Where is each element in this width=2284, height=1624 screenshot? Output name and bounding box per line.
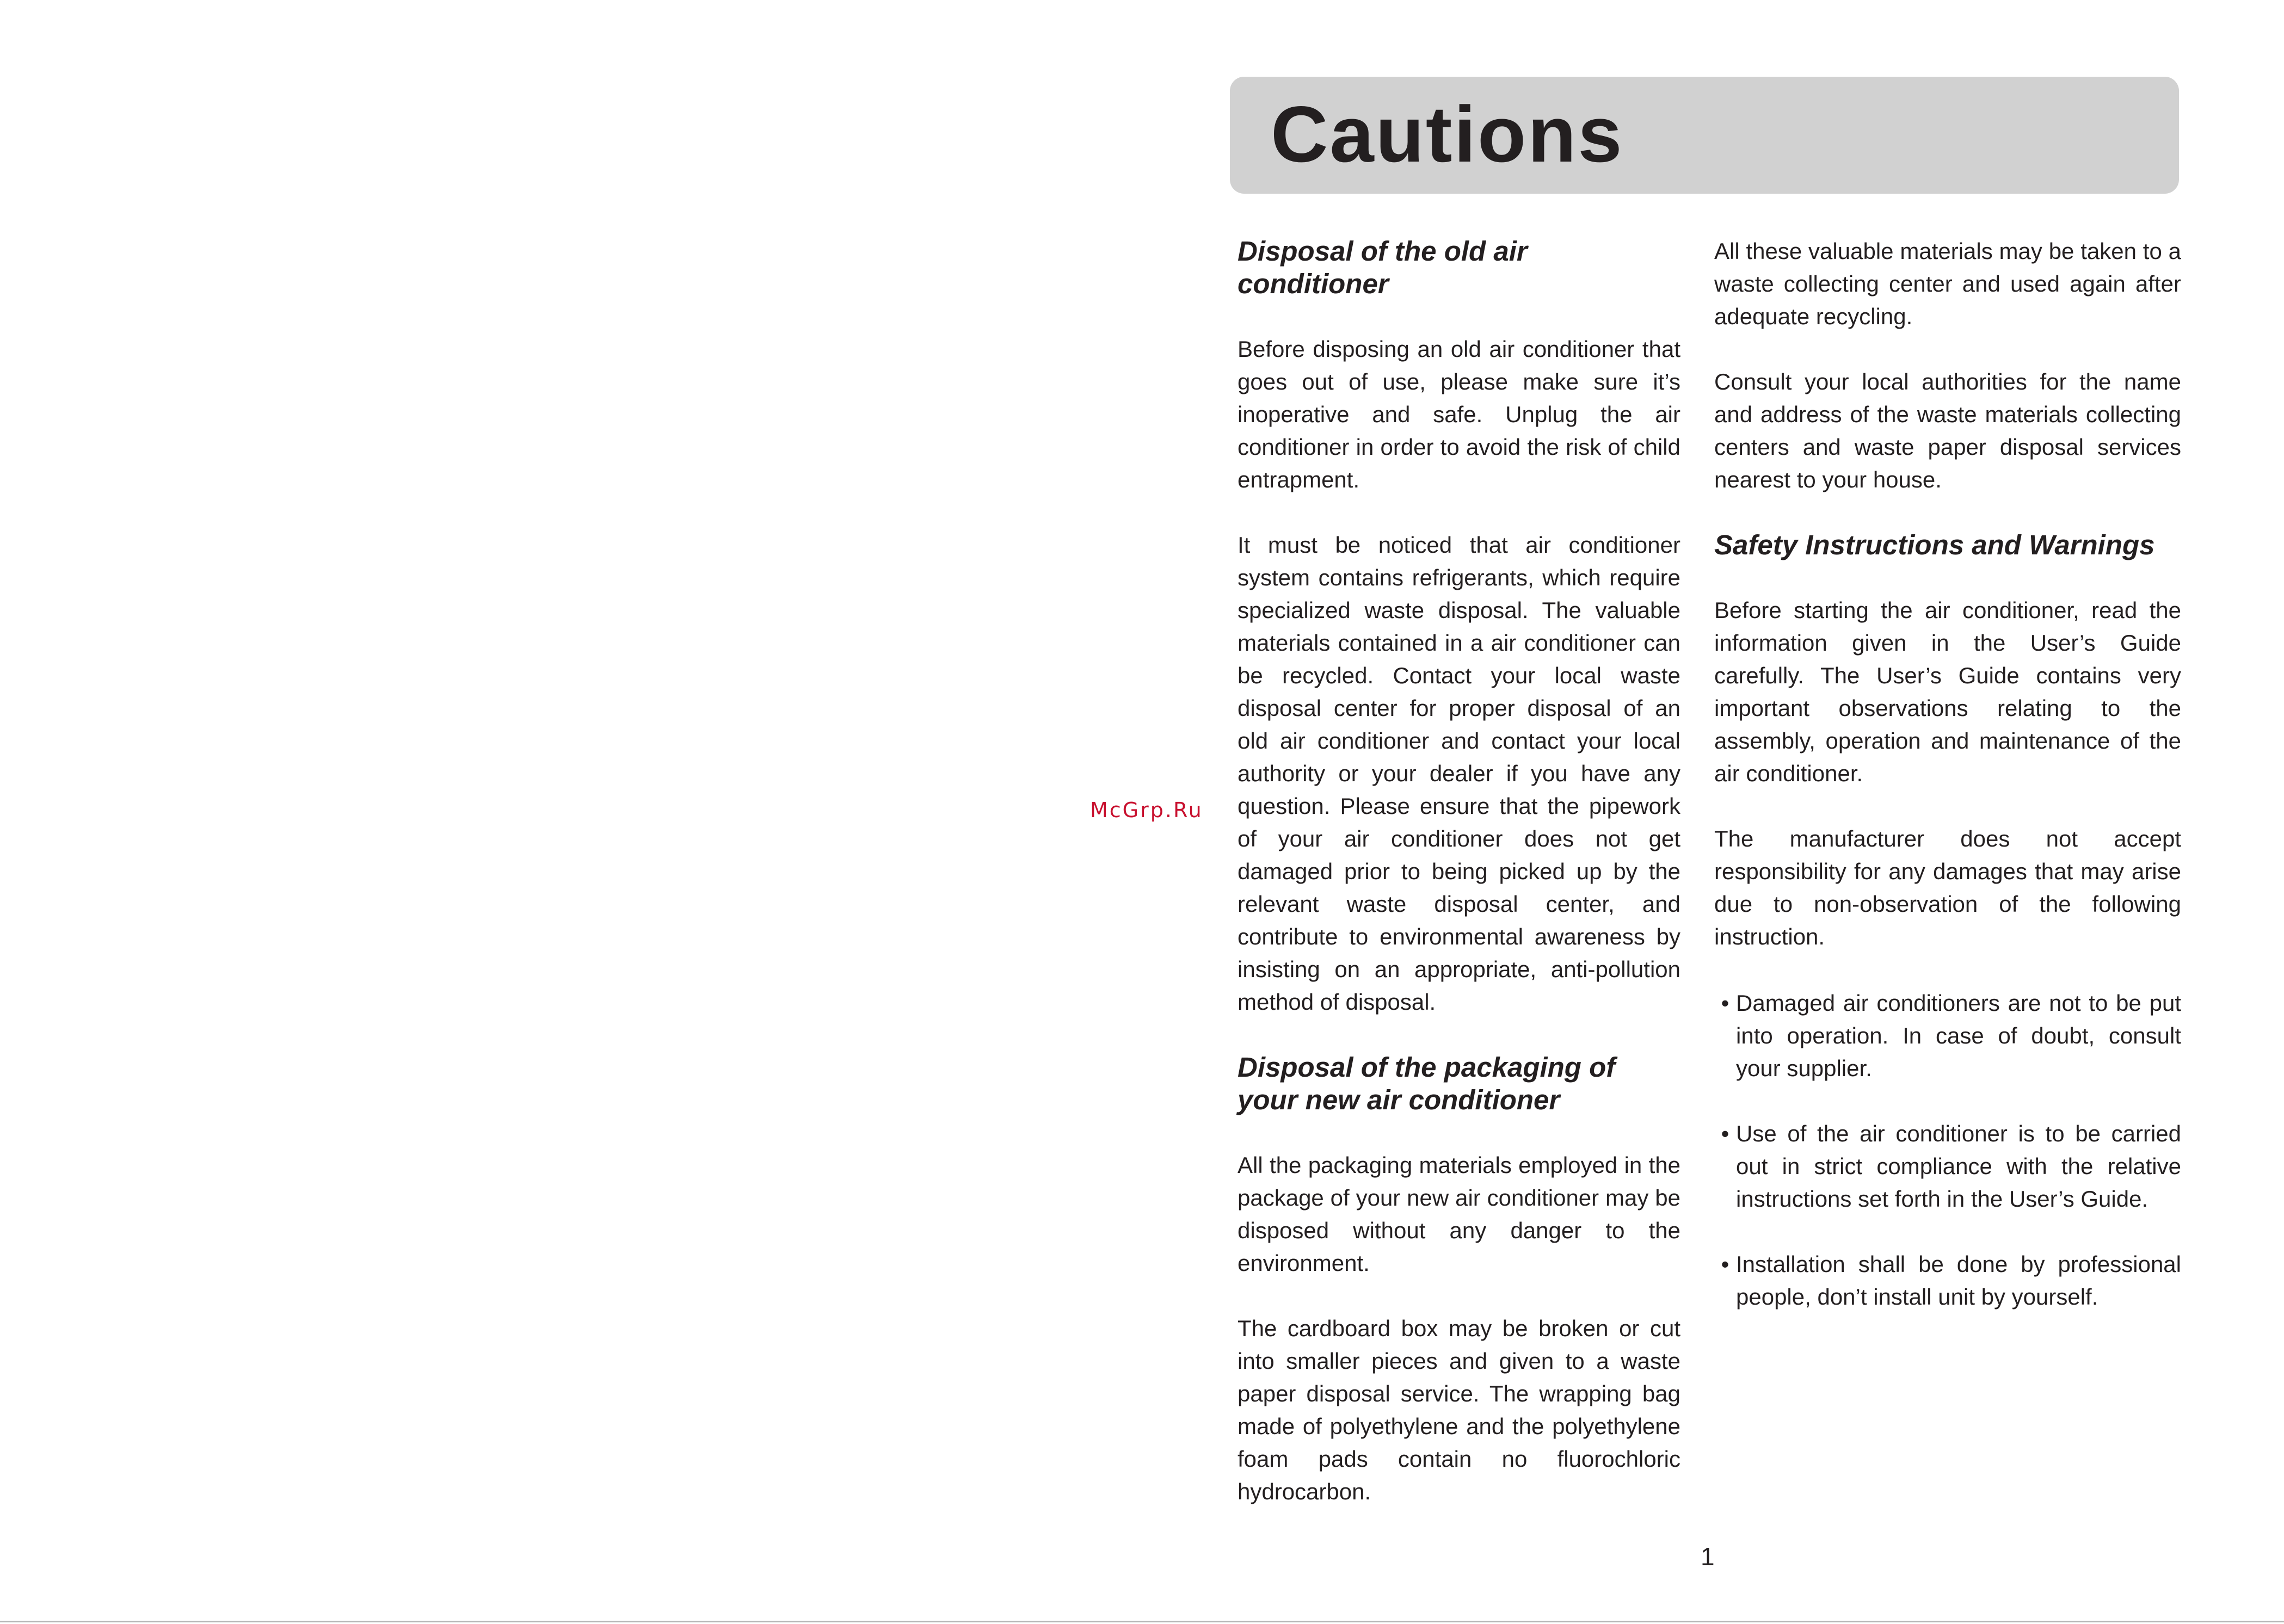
page-number: 1: [1701, 1542, 1715, 1571]
right-column: [1714, 235, 2181, 1313]
page-title: Cautions: [1271, 90, 1624, 178]
heading-safety-instructions: Safety Instructions and Warnings: [1714, 529, 2155, 560]
paragraph-before-disposing: Before disposing an old air conditioner that goes out of use, please make sure it’s inoperative and safe. Unplug the air conditioner in order to avoid the risk of child entrapment.: [1238, 336, 1680, 492]
paragraph-valuable-materials: All these valuable materials may be taken to a waste collecting center and used again after adequate recycling.: [1714, 238, 2181, 329]
paragraph-before-starting: Before starting the air conditioner, read the information given in the User’s Guide carefully. The User’s Guide contains very important observations relating to the assembly, operation and maintenance of the air conditioner.: [1714, 597, 2181, 786]
bullet-marker: •: [1721, 1121, 1729, 1146]
heading-disposal-packaging: Disposal of the packaging of your new air conditioner: [1238, 1052, 1616, 1115]
bullet-text: Damaged air conditioners are not to be put into operation. In case of doubt, consult your supplier.: [1736, 990, 2181, 1081]
paragraph-manufacturer-responsibility: The manufacturer does not accept responsibility for any damages that may arise due to non-observation of the following instruction.: [1714, 826, 2181, 949]
bullet-text: Use of the air conditioner is to be carried out in strict compliance with the relative instructions set forth in the User’s Guide.: [1736, 1121, 2181, 1212]
paragraph-consult-authorities: Consult your local authorities for the name and address of the waste materials collecting centers and waste paper disposal services nearest to your house.: [1714, 369, 2181, 492]
left-column: [1238, 235, 1680, 1508]
watermark-text: McGrp.Ru: [1090, 798, 1203, 822]
bullet-item-professional-installation: [1714, 1248, 2181, 1313]
heading-disposal-old-air-conditioner: Disposal of the old air conditioner: [1238, 236, 1528, 299]
paragraph-refrigerants: It must be noticed that air conditioner system contains refrigerants, which require specialized waste disposal. The valuable materials contained in a air conditioner can be recycled. Contact your local waste disposal center for proper disposal of an old air conditioner and contact your local authority or your dealer if you have any question. Please ensure that the pipework of your air conditioner does not get damaged prior to being picked up by the relevant waste disposal center, and contribute to environmental awareness by insisting on an appropriate, anti-pollution method of disposal.: [1238, 532, 1680, 1015]
bullet-marker: •: [1721, 1251, 1729, 1277]
paragraph-cardboard-box: The cardboard box may be broken or cut into smaller pieces and given to a waste paper disposal service. The wrapping bag made of polyethylene and the polyethylene foam pads contain no fluorochloric hydrocarbon.: [1238, 1316, 1680, 1504]
paragraph-packaging-materials: All the packaging materials employed in the package of your new air conditioner may be disposed without any danger to the environment.: [1238, 1152, 1680, 1276]
title-banner: [1230, 77, 2179, 194]
bullet-text: Installation shall be done by professional people, don’t install unit by yourself.: [1736, 1251, 2181, 1310]
page-bottom-divider: [0, 1621, 2284, 1622]
bullet-marker: •: [1721, 990, 1729, 1016]
bullet-item-damaged-units: [1714, 987, 2181, 1085]
bullet-item-usage-compliance: [1714, 1117, 2181, 1215]
